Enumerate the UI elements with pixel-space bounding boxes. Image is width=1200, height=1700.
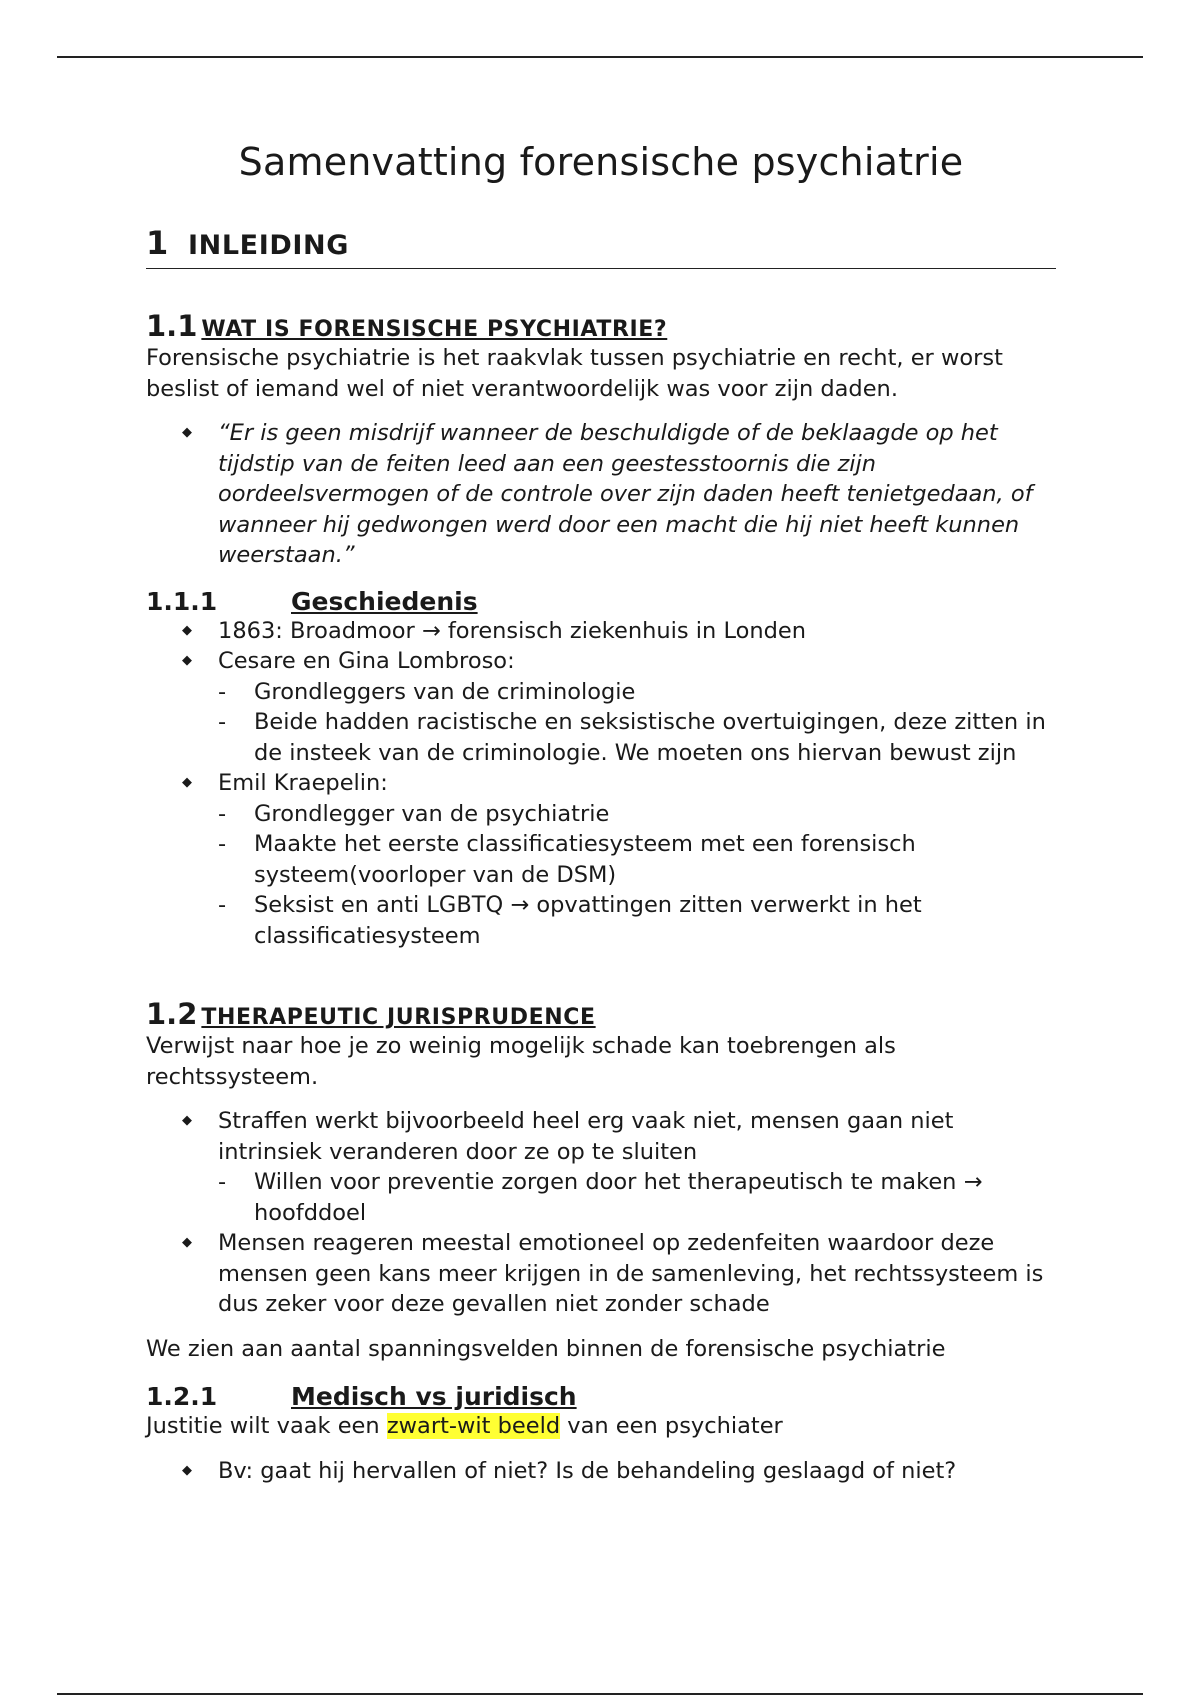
- sub-list-item: [218, 707, 1056, 768]
- chapter-heading: [146, 224, 1056, 269]
- sub-list-item-text: Grondlegger van de psychiatrie: [254, 800, 610, 827]
- list-item-text: Mensen reageren meestal emotioneel op zedenfeiten waardoor deze mensen geen kans meer krijgen in de samenleving, het rechtssysteem is dus zeker voor deze gevallen niet zonder schade: [218, 1230, 1044, 1317]
- subsection-number: 1.1.1: [146, 586, 218, 616]
- list-item: [146, 616, 1056, 647]
- sub-list-item: [218, 677, 1056, 708]
- section-number: 1.1: [146, 309, 198, 343]
- section-title: WAT IS FORENSISCHE PSYCHIATRIE?: [201, 317, 668, 342]
- list-item: [146, 768, 1056, 951]
- list-item-text: 1863: Broadmoor → forensisch ziekenhuis in Londen: [218, 617, 806, 644]
- dash-bullet-icon: -: [218, 831, 227, 857]
- chapter-number: 1: [146, 224, 169, 262]
- diamond-bullet-icon: ◆: [182, 622, 192, 638]
- diamond-bullet-icon: ◆: [182, 425, 192, 440]
- section-1-2-1-intro: [146, 1411, 1056, 1442]
- diamond-bullet-icon: ◆: [182, 1235, 192, 1250]
- diamond-bullet-icon: ◆: [182, 653, 192, 668]
- section-1-1-intro: Forensische psychiatrie is het raakvlak tussen psychiatrie en recht, er worst beslist of iemand wel of niet verantwoordelijk was voor zijn daden.: [146, 345, 1003, 402]
- section-heading-1-2: [146, 997, 1056, 1031]
- section-heading-1-1: [146, 309, 1056, 343]
- section-1-2-intro: Verwijst naar hoe je zo weinig mogelijk schade kan toebrengen als rechtssysteem.: [146, 1033, 896, 1090]
- list-item-text: Cesare en Gina Lombroso:: [218, 648, 515, 674]
- dash-bullet-icon: -: [218, 892, 227, 918]
- section-title: THERAPEUTIC JURISPRUDENCE: [201, 1005, 596, 1030]
- list-item-text: Straffen werkt bijvoorbeeld heel erg vaak niet, mensen gaan niet intrinsiek veranderen door ze op te sluiten: [218, 1108, 954, 1165]
- dash-bullet-icon: -: [218, 1169, 227, 1195]
- document-page: [146, 140, 1056, 1486]
- dash-bullet-icon: -: [218, 709, 227, 735]
- page-top-rule: [57, 56, 1143, 58]
- intro-text-after: van een psychiater: [560, 1413, 783, 1439]
- sub-list-item: [218, 799, 1056, 830]
- jurisprudence-bullet-list: [146, 1106, 1056, 1320]
- sub-list: [218, 1167, 1056, 1228]
- list-item-text: Bv: gaat hij hervallen of niet? Is de behandeling geslaagd of niet?: [218, 1457, 957, 1484]
- list-item: [146, 646, 1056, 768]
- section-1-2-closing: We zien aan aantal spanningsvelden binnen de forensische psychiatrie: [146, 1335, 946, 1362]
- diamond-bullet-icon: ◆: [182, 775, 192, 790]
- subsection-heading-1-2-1: [146, 1382, 1056, 1411]
- sub-list: [218, 677, 1056, 769]
- sub-list-item: [218, 829, 1056, 890]
- diamond-bullet-icon: ◆: [182, 1113, 192, 1128]
- chapter-title: INLEIDING: [188, 230, 349, 261]
- list-item-text: Emil Kraepelin:: [218, 770, 388, 796]
- sub-list-item: [218, 1167, 1056, 1228]
- list-item: [146, 418, 1056, 571]
- list-item: [146, 1228, 1056, 1320]
- document-title: Samenvatting forensische psychiatrie: [238, 140, 964, 184]
- sub-list-item-text: Seksist en anti LGBTQ → opvattingen zitten verwerkt in het classificatiesysteem: [254, 892, 922, 949]
- sub-list-item-text: Grondleggers van de criminologie: [254, 678, 636, 705]
- page-bottom-rule: [57, 1693, 1143, 1695]
- subsection-heading-1-1-1: [146, 587, 1056, 616]
- list-item: [146, 1106, 1056, 1228]
- sub-list: [218, 799, 1056, 952]
- section-number: 1.2: [146, 997, 198, 1031]
- diamond-bullet-icon: ◆: [182, 1462, 192, 1478]
- highlighted-phrase: zwart-wit beeld: [386, 1413, 561, 1439]
- section-1-1-quote-list: [146, 418, 1056, 571]
- intro-text-before: Justitie wilt vaak een: [146, 1413, 387, 1439]
- history-bullet-list: [146, 616, 1056, 952]
- subsection-title: Geschiedenis: [291, 586, 478, 616]
- sub-list-item-text: Willen voor preventie zorgen door het therapeutisch te maken → hoofddoel: [254, 1169, 983, 1226]
- legal-quote: “Er is geen misdrijf wanneer de beschuldigde of de beklaagde op het tijdstip van de feiten leed aan een geestesstoornis die zijn oordeelsvermogen of de controle over zijn daden heeft tenietgedaan, of wanneer hij gedwongen werd door een macht die hij niet heeft kunnen weerstaan.”: [218, 420, 1033, 568]
- medical-bullet-list: [146, 1456, 1056, 1487]
- dash-bullet-icon: -: [218, 800, 227, 827]
- sub-list-item-text: Beide hadden racistische en seksistische overtuigingen, deze zitten in de insteek van de criminologie. We moeten ons hiervan bewust zijn: [254, 709, 1046, 766]
- list-item: [146, 1456, 1056, 1487]
- dash-bullet-icon: -: [218, 678, 227, 705]
- sub-list-item-text: Maakte het eerste classificatiesysteem met een forensisch systeem(voorloper van de DSM): [254, 831, 916, 888]
- subsection-title: Medisch vs juridisch: [291, 1382, 577, 1411]
- subsection-number: 1.2.1: [146, 1382, 218, 1411]
- sub-list-item: [218, 890, 1056, 951]
